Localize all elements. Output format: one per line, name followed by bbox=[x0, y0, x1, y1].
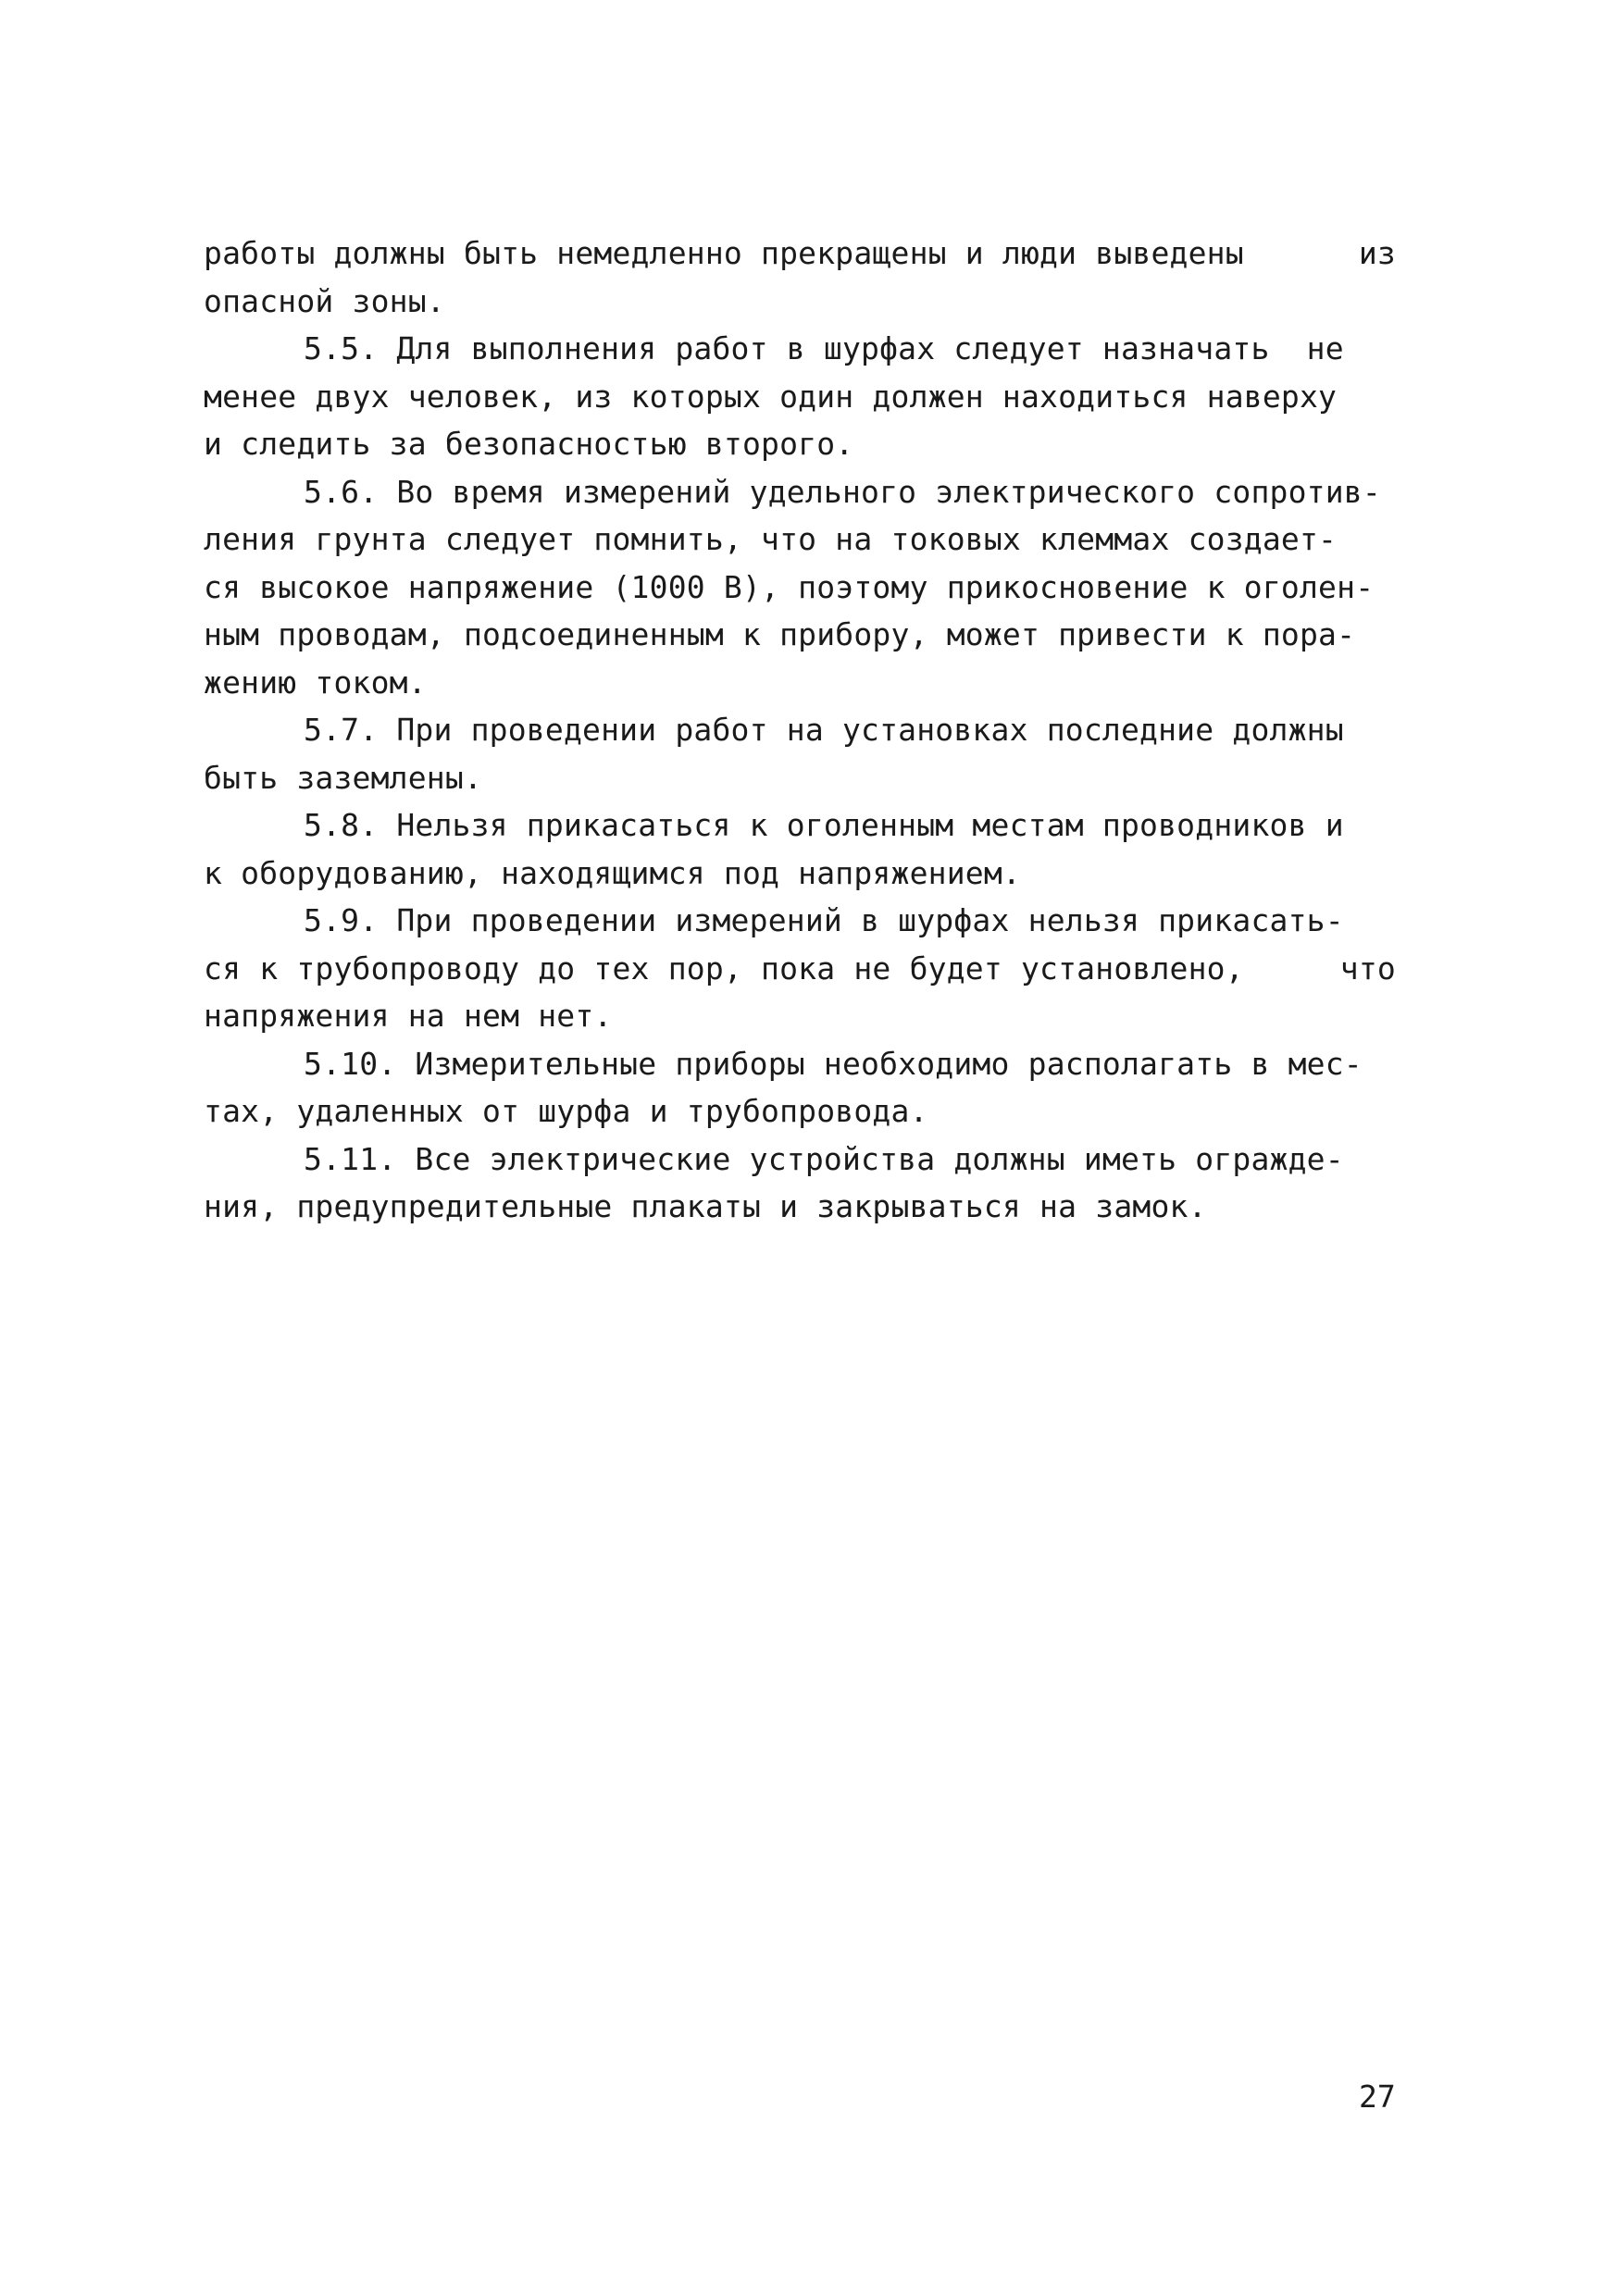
text-line: 5.11. Все электрические устройства должны иметь огражде- bbox=[304, 1140, 1344, 1177]
text-line: 5.9. При проведении измерений в шурфах нельзя прикасать- bbox=[304, 902, 1344, 938]
text-line: жению током. bbox=[204, 664, 427, 701]
text-line: ния, предупредительные плакаты и закрываться на замок. bbox=[204, 1188, 1207, 1224]
text-line: 5.10. Измерительные приборы необходимо располагать в мес- bbox=[304, 1045, 1363, 1082]
text-line: 5.8. Нельзя прикасаться к оголенным местам проводников и bbox=[304, 807, 1344, 843]
text-line: ным проводам, подсоединенным к прибору, может привести к пора- bbox=[204, 616, 1356, 652]
text-line: менее двух человек, из которых один должен находиться наверху bbox=[204, 378, 1338, 415]
text-line: 5.6. Во время измерений удельного электрического сопротив- bbox=[304, 473, 1381, 510]
text-line: к оборудованию, находящимся под напряжением. bbox=[204, 854, 1021, 891]
text-line: работы должны быть немедленно прекращены и люди выведены из bbox=[204, 235, 1396, 271]
text-line: 5.5. Для выполнения работ в шурфах следует назначать не bbox=[304, 330, 1344, 366]
text-line: тах, удаленных от шурфа и трубопровода. bbox=[204, 1093, 928, 1129]
text-line: ся к трубопроводу до тех пор, пока не будет установлено, что bbox=[204, 949, 1396, 987]
text-line: и следить за безопасностью второго. bbox=[204, 426, 854, 462]
text-line: опасной зоны. bbox=[204, 282, 445, 319]
text-line: быть заземлены. bbox=[204, 759, 483, 796]
text-line: напряжения на нем нет. bbox=[204, 998, 613, 1034]
text-line: 5.7. При проведении работ на установках последние должны bbox=[304, 712, 1344, 748]
body-text bbox=[204, 230, 1407, 1231]
text-line: ления грунта следует помнить, что на токовых клеммах создает- bbox=[204, 521, 1338, 557]
text-line: ся высокое напряжение (1000 В), поэтому прикосновение к оголен- bbox=[204, 568, 1375, 605]
page-number: 27 bbox=[1359, 2079, 1396, 2115]
